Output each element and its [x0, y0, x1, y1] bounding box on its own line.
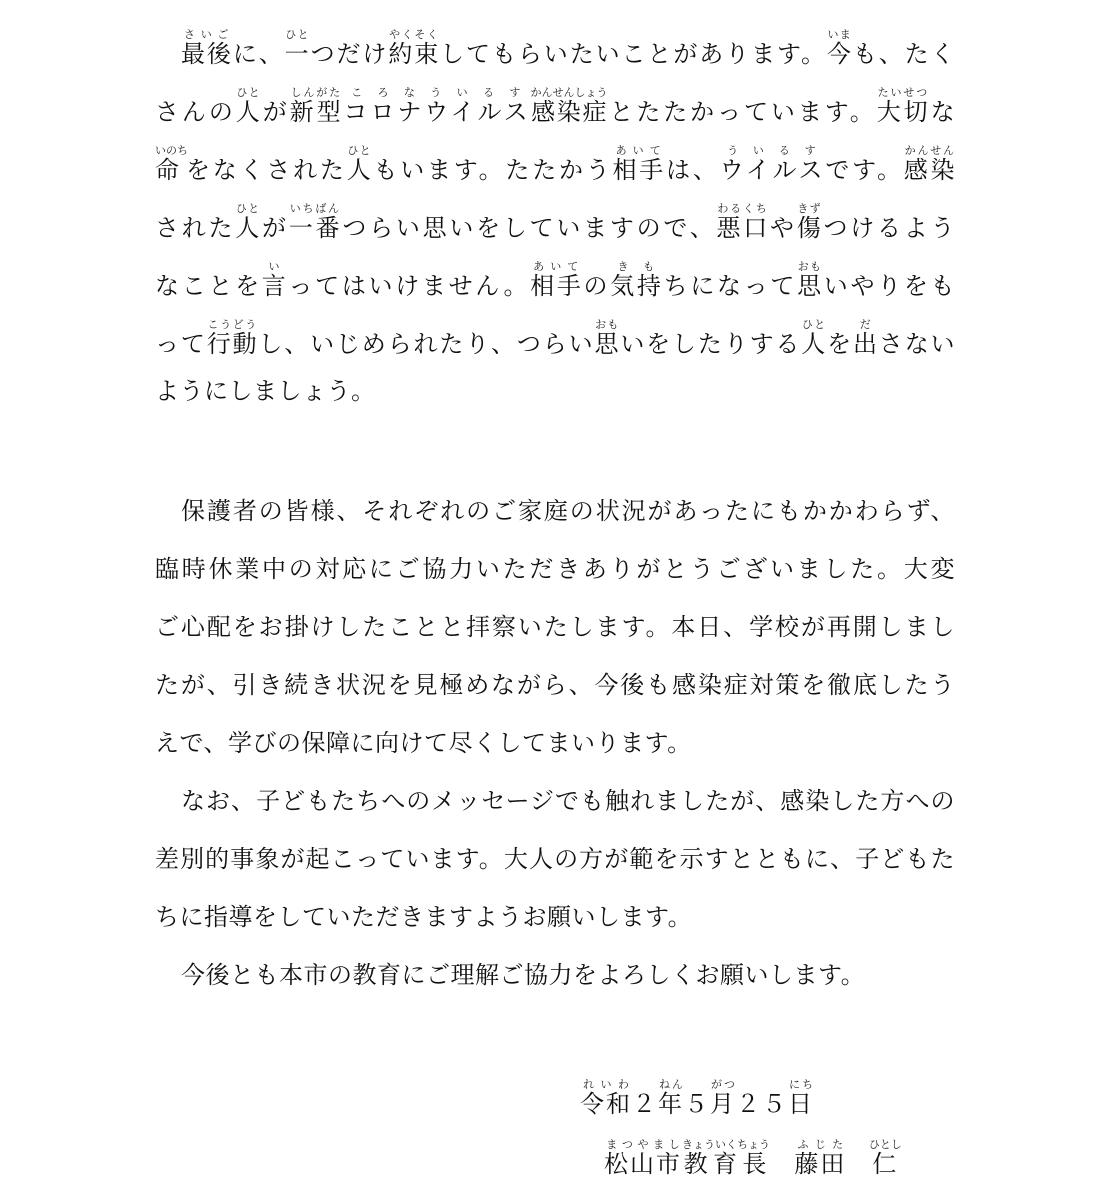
furigana: いちばん [288, 202, 341, 215]
furigana: きょういくちょう [682, 1138, 770, 1151]
furigana: おも [594, 318, 619, 331]
ruby-word: 命いのち [155, 144, 188, 184]
furigana: わるくち [716, 202, 768, 215]
ruby-word: 思おも [594, 318, 621, 358]
ruby-word: コロナウイルスころなういるす [343, 86, 531, 126]
text-line: 臨時休業中の対応にご協力いただきありがとうございました。大変 [155, 555, 955, 583]
furigana: ひと [801, 318, 826, 331]
ruby-word: 最後さいご [181, 28, 233, 68]
ruby-word: 人ひと [346, 144, 374, 184]
text-line: された人ひとが一番いちばんつらい思いをしていますので、悪口わるくちや傷きずつけるよう [155, 202, 956, 242]
furigana: かんせんしょう [530, 86, 608, 99]
furigana: ころなういるす [343, 86, 529, 99]
closing-line: 今後とも本市の教育にご理解ご協力をよろしくお願いします。 [181, 961, 866, 989]
signature-date: 令和れいわ２年ねん５月がつ２５日にち [580, 1078, 814, 1118]
text-line: 命いのちをなくされた人ひともいます。たたかう相手あいては、ウイルスういるすです。感染かんせん [155, 144, 956, 184]
ruby-word: 教育長きょういくちょう [682, 1138, 770, 1178]
ruby-word: 思おも [797, 260, 824, 300]
furigana: おも [797, 260, 822, 273]
ruby-word: 人ひと [235, 86, 263, 126]
text-line: 差別的事象が起こっています。大人の方が範を示すとともに、子どもた [155, 845, 955, 873]
furigana: こうどう [206, 318, 258, 331]
ruby-word: 人ひと [235, 202, 263, 242]
ruby-word: 令和れいわ [580, 1078, 632, 1118]
furigana: いま [826, 28, 852, 41]
ruby-word: 出だ [853, 318, 879, 358]
ruby-word: 仁ひとし [868, 1138, 902, 1178]
ruby-word: 相手あいて [530, 260, 584, 300]
furigana: い [261, 260, 287, 273]
ruby-word: 一ひと [284, 28, 311, 68]
ruby-word: 感染かんせん [903, 144, 956, 184]
text-line: って行動こうどうし、いじめられたり、つらい思おもいをしたりする人ひとを出ださない [155, 318, 956, 358]
furigana: にち [788, 1078, 814, 1091]
text-line: 保護者の皆様、それぞれのご家庭の状況があったにもかかわらず、 [181, 497, 955, 525]
furigana: かんせん [903, 144, 956, 157]
furigana: ねん [658, 1078, 684, 1091]
ruby-word: 傷きず [796, 202, 824, 242]
text-line: なお、子どもたちへのメッセージでも触れましたが、感染した方への [181, 787, 955, 815]
text-line: たが、引き続き状況を見極めながら、今後も感染症対策を徹底したう [155, 671, 955, 699]
ruby-word: 藤田ふじた [794, 1138, 847, 1178]
furigana: だ [853, 318, 878, 331]
furigana: ふじた [794, 1138, 847, 1151]
furigana: さいご [181, 28, 232, 41]
ruby-word: 年ねん [658, 1078, 684, 1118]
furigana: まつやまし [604, 1138, 682, 1151]
furigana: ひと [346, 144, 372, 157]
ruby-word: 気持きも [610, 260, 664, 300]
furigana: いのち [155, 144, 188, 157]
furigana: やくそく [388, 28, 439, 41]
furigana: ひと [235, 202, 260, 215]
signature-author [604, 1138, 902, 1179]
furigana: ひとし [868, 1138, 902, 1151]
text-line: ちに指導をしていただきますようお願いします。 [155, 903, 693, 931]
ruby-word: 新型しんがた [289, 86, 344, 126]
ruby-word: 人ひと [801, 318, 828, 358]
furigana: きず [796, 202, 822, 215]
ruby-word: 約束やくそく [388, 28, 441, 68]
ruby-word: 今いま [826, 28, 853, 68]
furigana: がつ [710, 1078, 736, 1091]
text-line: さんの人ひとが新型しんがたコロナウイルスころなういるす感染症かんせんしょうとたたかっています。大切たいせつな [155, 86, 956, 126]
furigana: れいわ [580, 1078, 632, 1091]
furigana: ういるす [719, 144, 824, 157]
ruby-word: 大切たいせつ [876, 86, 931, 126]
text-line: 最後さいごに、一ひとつだけ約束やくそくしてもらいたいことがあります。今いまも、たく [181, 28, 956, 68]
ruby-word: 月がつ [710, 1078, 736, 1118]
ruby-word: 松山市まつやまし [604, 1138, 682, 1178]
furigana: たいせつ [876, 86, 929, 99]
ruby-word: 悪口わるくち [716, 202, 770, 242]
text-line: ご心配をお掛けしたことと拝察いたします。本日、学校が再開しまし [155, 613, 955, 641]
furigana: あいて [530, 260, 582, 273]
ruby-word: 一番いちばん [288, 202, 343, 242]
ruby-word: 日にち [788, 1078, 814, 1118]
ruby-word: 感染症かんせんしょう [530, 86, 608, 126]
furigana: ひと [284, 28, 310, 41]
furigana: しんがた [289, 86, 342, 99]
ruby-word: 相手あいて [612, 144, 667, 184]
furigana: ひと [235, 86, 261, 99]
text-line: ようにしましょう。 [155, 377, 376, 405]
furigana: きも [610, 260, 662, 273]
ruby-word: ウイルスういるす [719, 144, 826, 184]
ruby-word: 言い [261, 260, 289, 300]
text-line: えで、学びの保障に向けて尽くしてまいります。 [155, 729, 692, 757]
ruby-word: 行動こうどう [206, 318, 259, 358]
furigana: あいて [612, 144, 664, 157]
text-line: なことを言いってはいけません。相手あいての気持きもちになって思おもいやりをも [155, 260, 956, 300]
